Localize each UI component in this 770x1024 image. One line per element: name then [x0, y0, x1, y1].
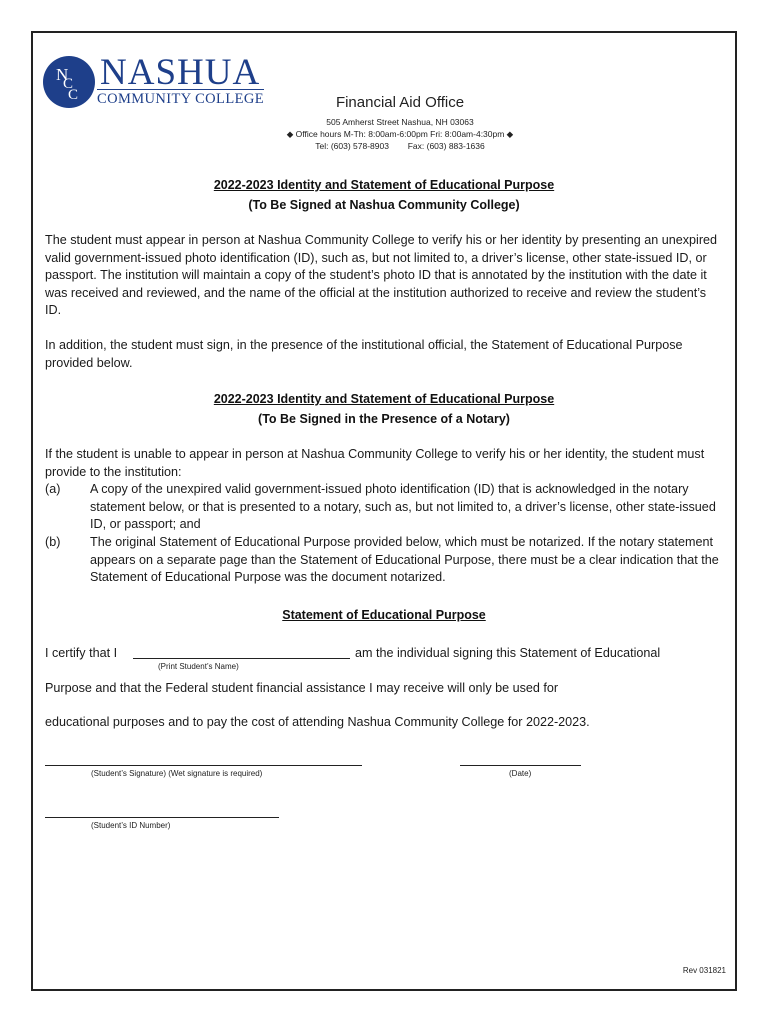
section1-title: 2022-2023 Identity and Statement of Educational Purpose — [213, 178, 555, 192]
list-marker: (b) — [45, 535, 61, 549]
statement-line-2: Purpose and that the Federal student financial assistance I may receive will only be used for — [45, 681, 559, 695]
svg-text:C: C — [63, 76, 74, 92]
section1-paragraph-1: The student must appear in person at Nashua Community College to verify his or her identity by presenting an unexpired valid government-issued photo identification (ID), such as, but not limited to, a driver’s license, other state-issued ID, or passport. The institution will maintain a copy of the student’s photo ID that is annotated by the institution with the date it was received and reviewed, and the name of the official at the institution authorized to receive and review the student’s ID. — [45, 233, 718, 318]
signature-line[interactable] — [45, 765, 362, 766]
student-id-caption: (Student’s ID Number) — [91, 821, 171, 830]
office-fax: Fax: (603) 883-1636 — [407, 141, 485, 151]
list-text: The original Statement of Educational Purpose provided below, which must be notarized. If the notary statement appears on a separate page than the Statement of Educational Purpose, there must be a clear indication that the Statement of Educational Purpose was the document notarized. — [90, 535, 719, 585]
student-id-line[interactable] — [45, 817, 279, 818]
office-address: 505 Amherst Street Nashua, NH 03063 — [326, 117, 474, 127]
section2-title: 2022-2023 Identity and Statement of Educational Purpose — [213, 392, 555, 406]
college-seal-icon — [42, 55, 96, 109]
logo-name: NASHUA — [100, 52, 261, 93]
logo-subtitle: COMMUNITY COLLEGE — [97, 91, 264, 107]
section1-paragraph-2: In addition, the student must sign, in the presence of the institutional official, the Statement of Educational Purpose provided below. — [45, 338, 683, 370]
student-name-line[interactable] — [133, 658, 350, 659]
svg-text:N: N — [56, 65, 69, 84]
list-marker: (a) — [45, 482, 61, 496]
name-caption: (Print Student’s Name) — [158, 662, 239, 671]
section2-subtitle: (To Be Signed in the Presence of a Notary) — [258, 412, 510, 426]
office-phone: Tel: (603) 578-8903 — [315, 141, 389, 151]
signature-caption: (Student’s Signature) (Wet signature is required) — [91, 769, 263, 778]
statement-line-3: educational purposes and to pay the cost of attending Nashua Community College for 2022-2023. — [45, 715, 590, 729]
date-line[interactable] — [460, 765, 581, 766]
svg-text:C: C — [68, 87, 79, 103]
college-logo — [42, 52, 282, 113]
list-text: A copy of the unexpired valid government-issued photo identification (ID) that is acknowledged in the notary statement below, or that is presented to a notary, such as, but not limited to, a driver’s license, other state-issued ID, or passport; and — [90, 482, 716, 532]
certify-prefix: I certify that I — [45, 646, 118, 660]
revision-label: Rev 031821 — [682, 966, 726, 975]
section1-subtitle: (To Be Signed at Nashua Community College) — [248, 198, 520, 212]
office-title: Financial Aid Office — [335, 94, 465, 111]
section2-intro: If the student is unable to appear in person at Nashua Community College to verify his or her identity, the student must provide to the institution: — [45, 447, 705, 479]
office-contact — [200, 140, 600, 152]
office-hours: ◆ Office hours M-Th: 8:00am-6:00pm Fri: 8:00am-4:30pm ◆ — [286, 129, 514, 139]
certify-suffix: am the individual signing this Statement of Educational — [355, 646, 661, 660]
date-caption: (Date) — [509, 769, 532, 778]
statement-title: Statement of Educational Purpose — [282, 608, 486, 622]
